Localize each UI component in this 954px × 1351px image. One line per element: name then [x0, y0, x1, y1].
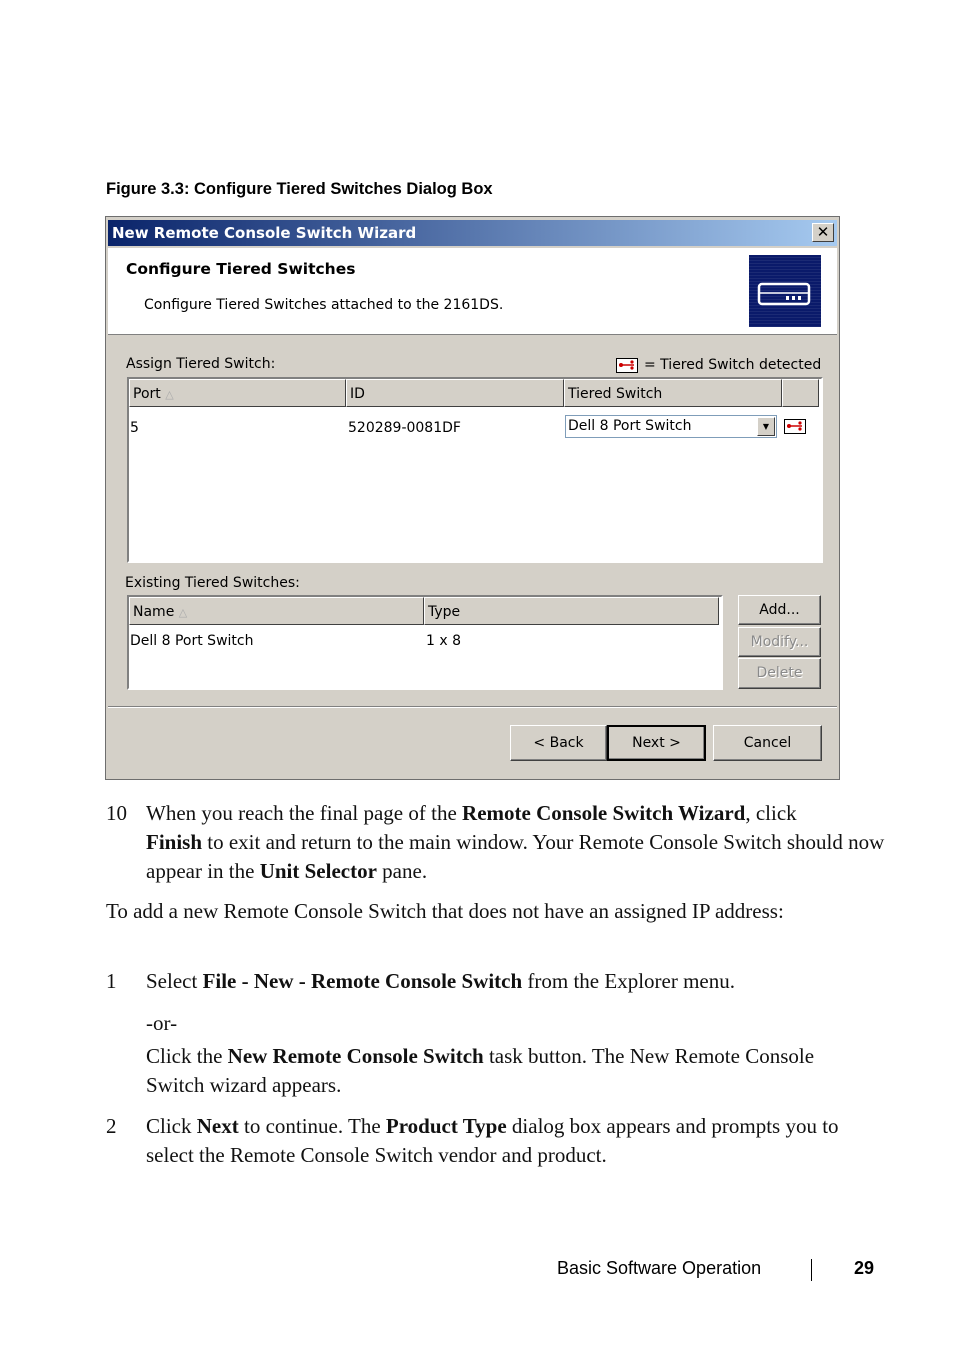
title-bar[interactable]: [108, 220, 837, 246]
tiered-switch-detected-icon: [784, 419, 806, 434]
step-1-alt-text: Click the New Remote Console Switch task button. The New Remote Console Switch wizard appears.: [146, 1044, 815, 1097]
footer-divider: [108, 706, 837, 708]
column-header-blank[interactable]: [782, 379, 819, 407]
next-button[interactable]: Next >: [607, 725, 706, 761]
close-button[interactable]: [812, 223, 834, 242]
footer-section: Basic Software Operation: [557, 1258, 762, 1278]
wizard-header: [108, 248, 837, 335]
column-header-id[interactable]: ID: [346, 379, 564, 407]
back-button[interactable]: < Back: [510, 725, 607, 761]
column-header-type[interactable]: Type: [424, 597, 719, 625]
tiered-switch-select[interactable]: [565, 415, 777, 438]
cell-id: 520289-0081DF: [348, 420, 461, 436]
step-10-text: When you reach the final page of the Remote Console Switch Wizard, click Finish to exit and return to the main window. Your Remote Console Switch should now appear in the Unit Selector pane.: [146, 801, 885, 883]
wizard-dialog: [105, 216, 840, 780]
legend-text: = Tiered Switch detected: [644, 357, 822, 373]
modify-button[interactable]: Modify...: [738, 627, 821, 657]
close-icon: ✕: [816, 223, 830, 241]
step-number: 1: [106, 969, 117, 993]
sort-up-icon: △: [165, 388, 174, 401]
sort-up-icon: △: [178, 606, 188, 619]
page-number: 29: [854, 1258, 875, 1278]
existing-label: Existing Tiered Switches:: [125, 575, 300, 591]
cell-type: 1 x 8: [426, 633, 461, 649]
existing-grid: [127, 595, 723, 690]
tiered-switch-detected-icon: [616, 358, 638, 373]
or-text: -or-: [146, 1011, 178, 1035]
step-number: 10: [106, 801, 127, 825]
cell-name: Dell 8 Port Switch: [130, 633, 254, 649]
step-number: 2: [106, 1114, 117, 1138]
tiered-switch-select-value: Dell 8 Port Switch: [568, 418, 692, 434]
chevron-down-icon[interactable]: ▼: [757, 417, 775, 436]
step-1-text: Select File - New - Remote Console Switch from the Explorer menu.: [146, 969, 736, 993]
footer-divider: [811, 1259, 812, 1281]
cell-port: 5: [130, 420, 139, 436]
add-button[interactable]: Add...: [738, 595, 821, 625]
figure-caption: Figure 3.3: Configure Tiered Switches Dialog Box: [106, 180, 493, 198]
column-header-name[interactable]: Name △: [129, 597, 424, 625]
column-header-port[interactable]: Port △: [129, 379, 346, 407]
header-subtitle: Configure Tiered Switches attached to the 2161DS.: [144, 297, 504, 313]
step-2-text: Click Next to continue. The Product Type dialog box appears and prompts you to select the Remote Console Switch vendor and product.: [146, 1114, 839, 1167]
assign-grid: [127, 377, 823, 563]
assign-label: Assign Tiered Switch:: [126, 356, 276, 372]
intro-paragraph: To add a new Remote Console Switch that does not have an assigned IP address:: [106, 899, 784, 923]
switch-device-icon: [749, 255, 821, 327]
dialog-title: New Remote Console Switch Wizard: [112, 224, 417, 242]
column-header-tiered-switch[interactable]: Tiered Switch: [564, 379, 782, 407]
delete-button[interactable]: Delete: [738, 658, 821, 689]
cancel-button[interactable]: Cancel: [713, 725, 822, 761]
header-title: Configure Tiered Switches: [126, 260, 356, 278]
